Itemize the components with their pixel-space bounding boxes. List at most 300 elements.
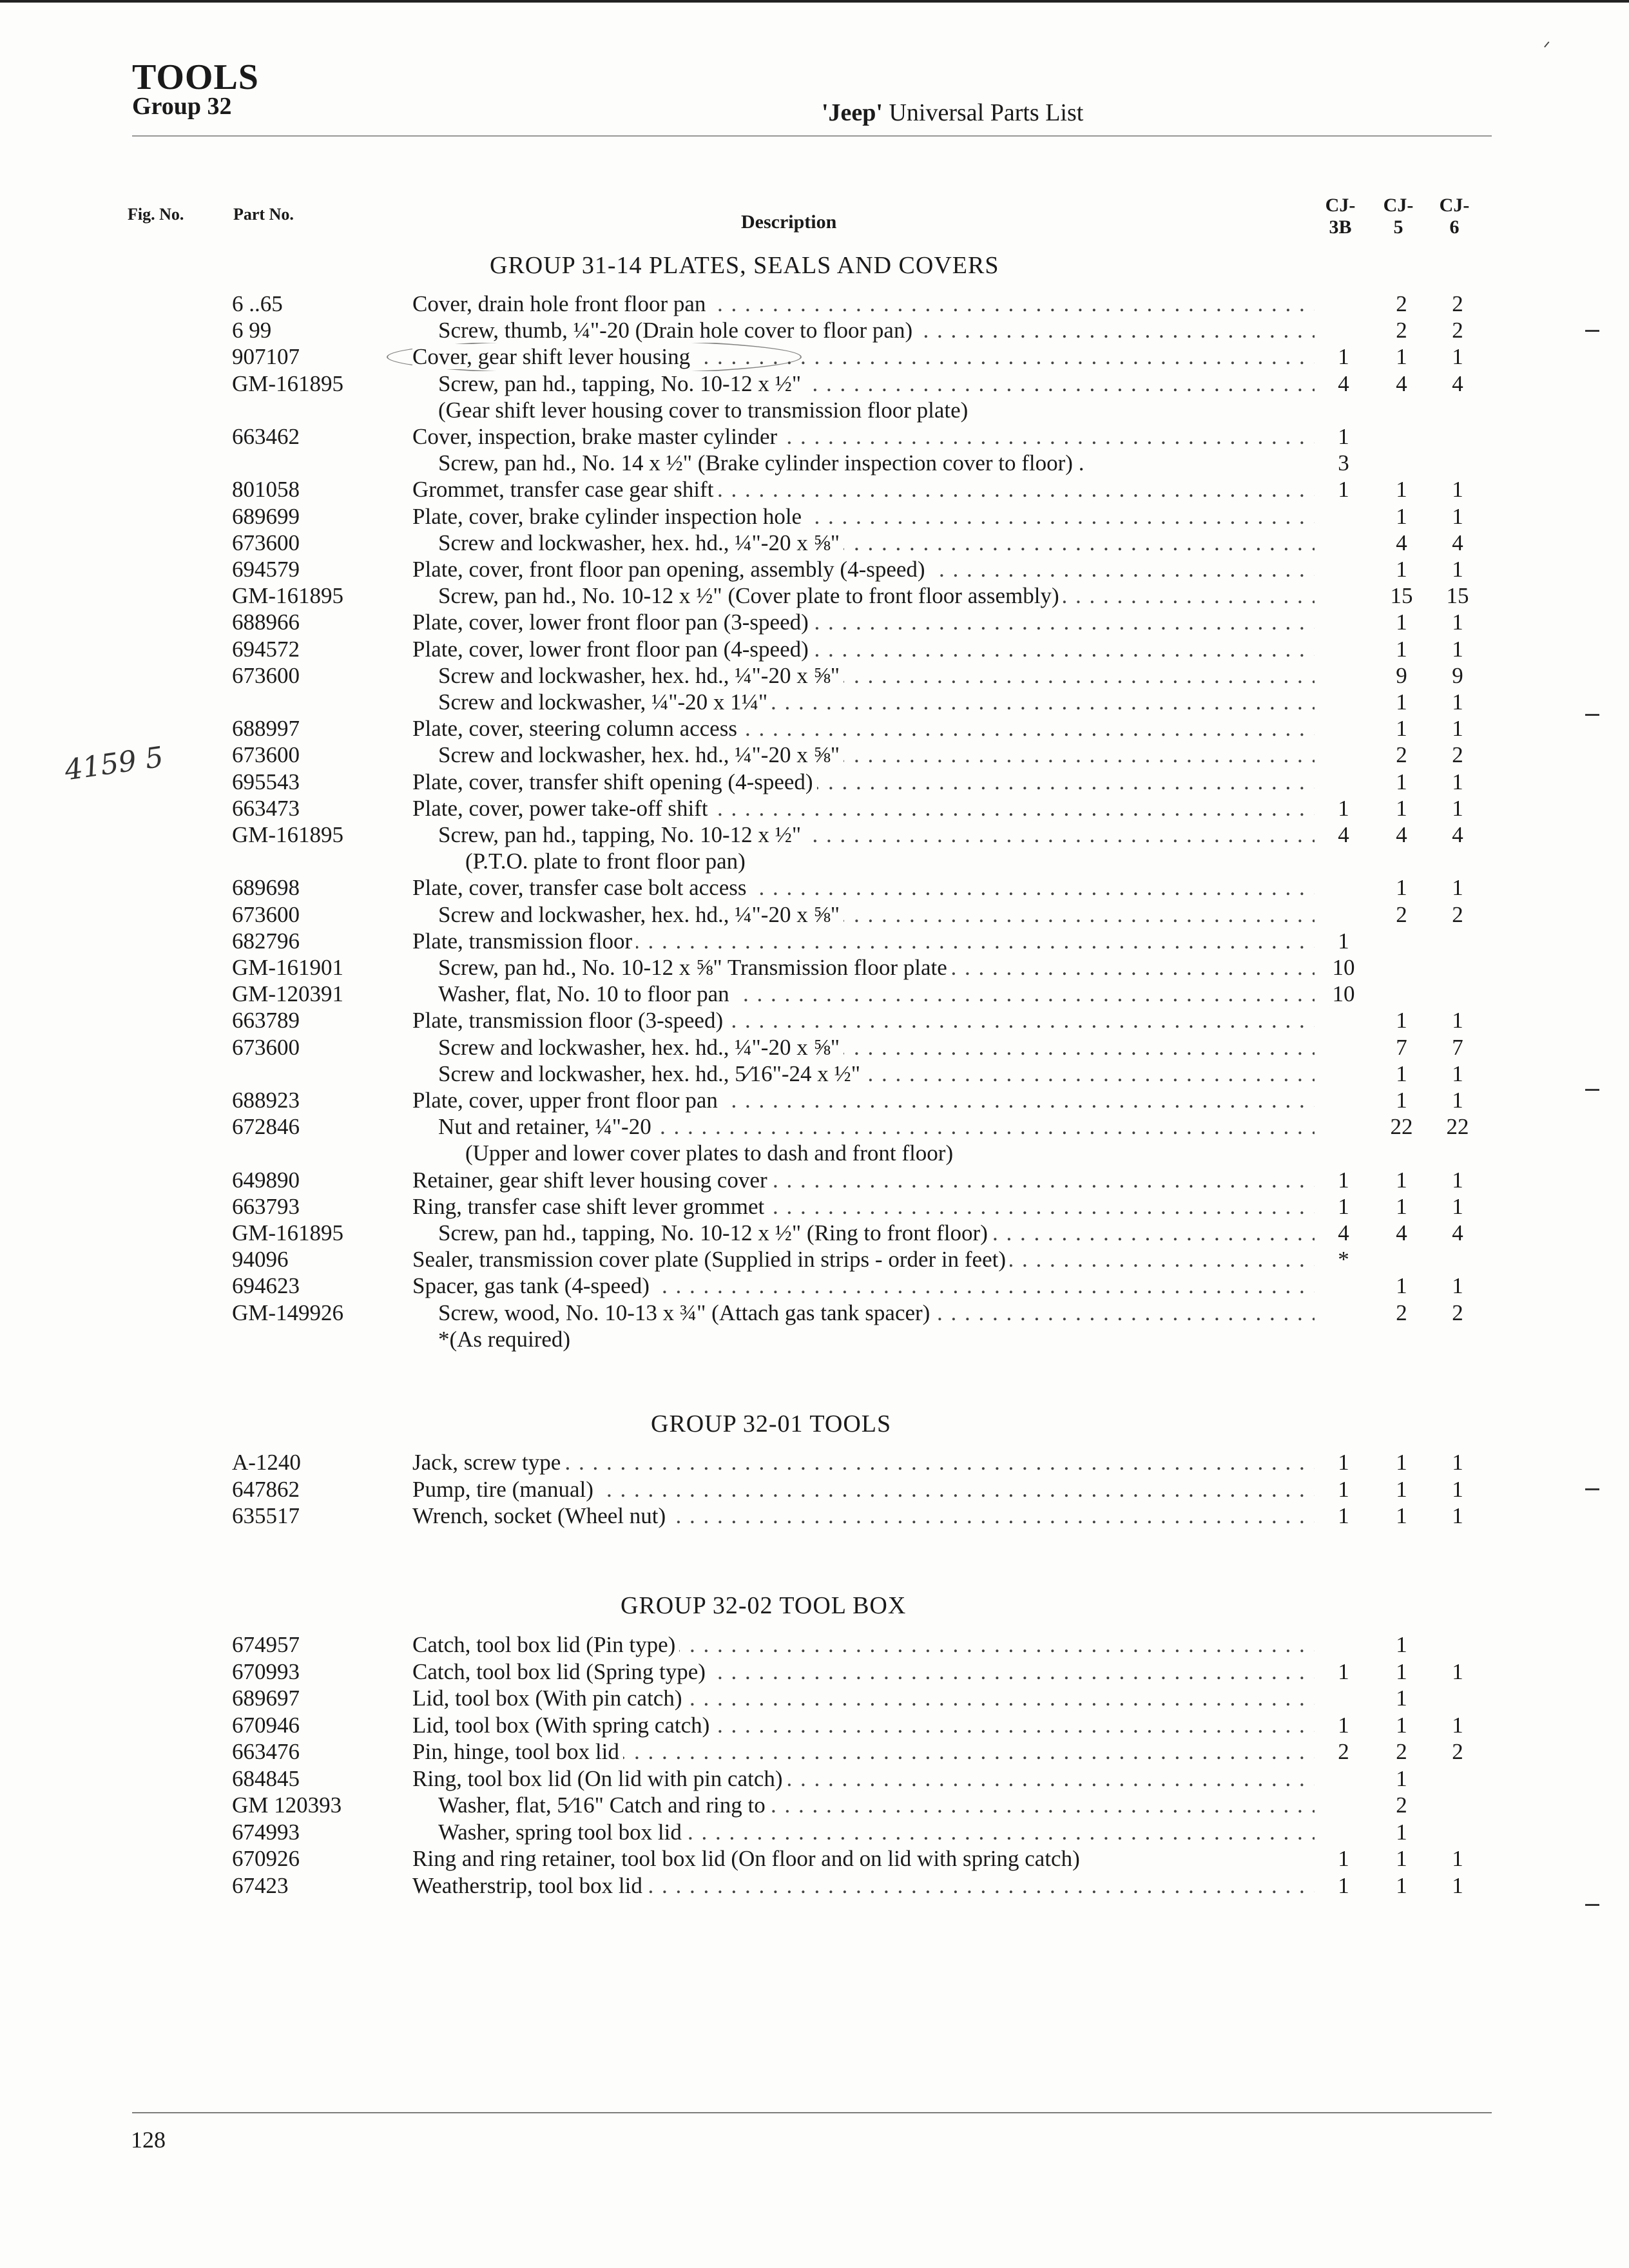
- part-description: [438, 450, 1315, 476]
- qty-cj6: 2: [1452, 318, 1463, 343]
- qty-cj6: 1: [1452, 557, 1463, 582]
- col-header-cj5: [1376, 195, 1421, 238]
- qty-cj5: 1: [1396, 716, 1407, 741]
- part-description-text: Screw, pan hd., tapping, No. 10-12 x ½": [438, 822, 805, 847]
- part-number: 688997: [232, 716, 300, 741]
- part-description-text: (Gear shift lever housing cover to transmission floor plate): [438, 398, 972, 423]
- qty-cj5: 1: [1396, 1503, 1407, 1528]
- qty-cj5: 1: [1396, 769, 1407, 794]
- qty-cj5: 4: [1396, 822, 1407, 847]
- part-description: [412, 1273, 1315, 1299]
- part-description: [438, 689, 1315, 715]
- part-description-text: Screw, pan hd., No. 10-12 x ⅝" Transmission floor plate: [438, 955, 951, 980]
- qty-cj5: 2: [1396, 742, 1407, 767]
- part-description-text: Sealer, transmission cover plate (Supplied in strips - order in feet): [412, 1247, 1010, 1272]
- part-number: 689698: [232, 875, 300, 900]
- part-number: 635517: [232, 1503, 300, 1528]
- part-number: 694623: [232, 1273, 300, 1298]
- margin-tick: [1585, 1089, 1599, 1091]
- part-number: 674993: [232, 1820, 300, 1845]
- part-number: A-1240: [232, 1450, 301, 1475]
- qty-cj6: 1: [1452, 1168, 1463, 1193]
- qty-cj6: 4: [1452, 822, 1463, 847]
- part-row: [0, 1140, 1629, 1166]
- part-description-text: Screw, thumb, ¼"-20 (Drain hole cover to floor pan): [438, 318, 916, 343]
- part-description-text: Screw and lockwasher, ¼"-20 x 1¼": [438, 689, 771, 715]
- part-row: [0, 1450, 1629, 1475]
- margin-tick: [1585, 1904, 1599, 1906]
- qty-cj5: 1: [1396, 1659, 1407, 1684]
- qty-cj3b: 1: [1338, 796, 1349, 821]
- qty-cj5: 7: [1396, 1035, 1407, 1060]
- part-description-text: Ring, tool box lid (On lid with pin catch): [412, 1766, 787, 1791]
- part-row: [0, 477, 1629, 503]
- part-description: [412, 1686, 1315, 1711]
- part-number: 6 ..65: [232, 291, 283, 316]
- part-row: [0, 1792, 1629, 1818]
- part-number: 673600: [232, 742, 300, 767]
- qty-cj5: 1: [1396, 1846, 1407, 1871]
- page-number: 128: [131, 2127, 166, 2153]
- part-description-text: Spacer, gas tank (4-speed): [412, 1273, 653, 1298]
- qty-cj6: 4: [1452, 371, 1463, 396]
- part-number: GM-161895: [232, 371, 344, 396]
- qty-cj6: 1: [1452, 689, 1463, 715]
- section-title: GROUP 32-01 TOOLS: [651, 1410, 892, 1437]
- part-description: [438, 318, 1315, 343]
- margin-mark: ᐟ: [1543, 39, 1551, 57]
- qty-cj5: 1: [1396, 1088, 1407, 1113]
- part-description: [438, 1220, 1315, 1246]
- part-description: [438, 663, 1315, 689]
- part-row: [0, 849, 1629, 874]
- part-row: [0, 822, 1629, 848]
- part-description-text: Plate, cover, power take-off shift: [412, 796, 712, 821]
- part-description-text: (P.T.O. plate to front floor pan): [465, 849, 749, 874]
- qty-cj6: 1: [1452, 1659, 1463, 1684]
- qty-cj5: 1: [1396, 1632, 1407, 1657]
- part-description: [438, 1300, 1315, 1326]
- qty-cj5: 1: [1396, 1008, 1407, 1033]
- qty-cj3b: 1: [1338, 928, 1349, 954]
- part-description: [465, 849, 1315, 874]
- part-description-text: Ring, transfer case shift lever grommet: [412, 1194, 768, 1219]
- part-number: 673600: [232, 663, 300, 688]
- part-row: [0, 1632, 1629, 1658]
- qty-cj6: 1: [1452, 1713, 1463, 1738]
- part-number: 672846: [232, 1114, 300, 1139]
- part-description: [438, 955, 1315, 981]
- part-row: [0, 902, 1629, 928]
- part-row: [0, 318, 1629, 343]
- qty-cj6: 1: [1452, 1873, 1463, 1898]
- qty-cj6: 1: [1452, 1273, 1463, 1298]
- part-description: [412, 1008, 1315, 1033]
- part-number: 6 99: [232, 318, 272, 343]
- header-rule: [132, 135, 1492, 137]
- part-row: [0, 637, 1629, 662]
- part-description-text: Screw, pan hd., No. 10-12 x ½" (Cover plate to front floor assembly): [438, 583, 1063, 608]
- section-title: GROUP 32-02 TOOL BOX: [621, 1592, 907, 1619]
- qty-cj3b: 4: [1338, 822, 1349, 847]
- cj3b-line1: CJ-: [1325, 195, 1356, 216]
- qty-cj5: 1: [1396, 1820, 1407, 1845]
- part-description-text: Nut and retainer, ¼"-20: [438, 1114, 655, 1139]
- qty-cj6: 2: [1452, 902, 1463, 927]
- part-description: [412, 1194, 1315, 1220]
- part-description: [412, 477, 1315, 503]
- handwritten-note: 4159 5: [63, 740, 166, 787]
- part-number: 673600: [232, 902, 300, 927]
- part-number: 663473: [232, 796, 300, 821]
- part-description: [438, 583, 1315, 609]
- qty-cj5: 1: [1396, 1168, 1407, 1193]
- qty-cj5: 22: [1390, 1114, 1413, 1139]
- part-row: [0, 398, 1629, 423]
- qty-cj5: 1: [1396, 1713, 1407, 1738]
- part-description-text: Plate, transmission floor (3-speed): [412, 1008, 727, 1033]
- part-row: [0, 1327, 1629, 1352]
- qty-cj5: 1: [1396, 689, 1407, 715]
- part-row: [0, 344, 1629, 370]
- part-description-text: Screw and lockwasher, hex. hd., ¼"-20 x ⅝": [438, 742, 843, 767]
- part-row: [0, 1739, 1629, 1765]
- qty-cj5: 9: [1396, 663, 1407, 688]
- part-description: [438, 902, 1315, 928]
- cj6-line2: 6: [1449, 216, 1460, 238]
- margin-tick: [1585, 1488, 1599, 1490]
- qty-cj6: 9: [1452, 663, 1463, 688]
- part-description-text: Plate, cover, brake cylinder inspection hole: [412, 504, 805, 529]
- part-row: [0, 1503, 1629, 1529]
- part-row: [0, 796, 1629, 822]
- qty-cj3b: 2: [1338, 1739, 1349, 1764]
- qty-cj6: 1: [1452, 477, 1463, 502]
- part-description: [438, 822, 1315, 848]
- part-number: GM-120391: [232, 981, 344, 1006]
- part-description-text: Retainer, gear shift lever housing cover: [412, 1168, 771, 1193]
- part-description: [438, 398, 1315, 423]
- part-description-text: Lid, tool box (With spring catch): [412, 1713, 713, 1738]
- qty-cj6: 1: [1452, 344, 1463, 369]
- qty-cj5: 4: [1396, 530, 1407, 555]
- qty-cj5: 2: [1396, 1792, 1407, 1818]
- part-description-text: Screw and lockwasher, hex. hd., ¼"-20 x ⅝": [438, 530, 843, 555]
- part-row: [0, 450, 1629, 476]
- part-description: [412, 1873, 1315, 1899]
- part-description-text: Screw and lockwasher, hex. hd., ¼"-20 x ⅝": [438, 1035, 843, 1060]
- part-description: [412, 716, 1315, 742]
- qty-cj5: 1: [1396, 477, 1407, 502]
- part-row: [0, 1873, 1629, 1899]
- part-number: 695543: [232, 769, 300, 794]
- part-description-text: Grommet, transfer case gear shift: [412, 477, 717, 502]
- qty-cj3b: 1: [1338, 424, 1349, 449]
- qty-cj5: 2: [1396, 318, 1407, 343]
- group-label: Group 32: [132, 93, 232, 120]
- part-number: GM 120393: [232, 1792, 342, 1818]
- part-number: 688966: [232, 610, 300, 635]
- part-description: [438, 371, 1315, 397]
- part-description-text: Cover, drain hole front floor pan: [412, 291, 709, 316]
- part-number: GM-161895: [232, 583, 344, 608]
- part-row: [0, 1114, 1629, 1140]
- part-description: [412, 769, 1315, 795]
- part-description-text: Pin, hinge, tool box lid: [412, 1739, 623, 1764]
- qty-cj5: 1: [1396, 1766, 1407, 1791]
- part-row: [0, 504, 1629, 530]
- qty-cj5: 4: [1396, 1220, 1407, 1245]
- part-row: [0, 716, 1629, 742]
- part-row: [0, 1686, 1629, 1711]
- qty-cj5: 1: [1396, 557, 1407, 582]
- qty-cj5: 1: [1396, 1273, 1407, 1298]
- part-description: [412, 1503, 1315, 1529]
- qty-cj3b: 1: [1338, 1503, 1349, 1528]
- qty-cj3b: 10: [1332, 955, 1355, 980]
- part-row: [0, 955, 1629, 981]
- part-description-text: Screw and lockwasher, hex. hd., 5⁄16"-24 x ½": [438, 1061, 864, 1086]
- part-description: [412, 1659, 1315, 1685]
- qty-cj5: 1: [1396, 344, 1407, 369]
- qty-cj6: 1: [1452, 1194, 1463, 1219]
- part-number: 694572: [232, 637, 300, 662]
- part-number: GM-161901: [232, 955, 344, 980]
- part-row: [0, 1846, 1629, 1872]
- qty-cj5: 4: [1396, 371, 1407, 396]
- part-number: 663476: [232, 1739, 300, 1764]
- part-row: [0, 530, 1629, 556]
- qty-cj3b: 4: [1338, 1220, 1349, 1245]
- part-row: [0, 1088, 1629, 1113]
- part-number: 670926: [232, 1846, 300, 1871]
- part-number: 670946: [232, 1713, 300, 1738]
- qty-cj5: 2: [1396, 291, 1407, 316]
- part-description: [438, 530, 1315, 556]
- qty-cj6: 1: [1452, 1008, 1463, 1033]
- part-row: [0, 371, 1629, 397]
- part-description: [438, 1792, 1315, 1818]
- part-row: [0, 1061, 1629, 1087]
- qty-cj5: 1: [1396, 875, 1407, 900]
- qty-cj6: 1: [1452, 716, 1463, 741]
- cj6-line1: CJ-: [1439, 195, 1470, 216]
- part-number: 689697: [232, 1686, 300, 1711]
- part-description-text: Washer, spring tool box lid: [438, 1820, 686, 1845]
- part-row: [0, 981, 1629, 1007]
- part-number: 684845: [232, 1766, 300, 1791]
- part-description: [412, 1713, 1315, 1738]
- qty-cj6: 2: [1452, 742, 1463, 767]
- part-row: [0, 1220, 1629, 1246]
- qty-cj3b: 1: [1338, 1194, 1349, 1219]
- part-row: [0, 1477, 1629, 1503]
- part-description: [438, 1327, 1315, 1352]
- qty-cj6: 2: [1452, 1739, 1463, 1764]
- part-description: [412, 1168, 1315, 1193]
- part-row: [0, 769, 1629, 795]
- part-description: [412, 1632, 1315, 1658]
- qty-cj6: 1: [1452, 769, 1463, 794]
- qty-cj5: 1: [1396, 1194, 1407, 1219]
- qty-cj3b: 1: [1338, 1846, 1349, 1871]
- qty-cj6: 4: [1452, 1220, 1463, 1245]
- qty-cj6: 4: [1452, 530, 1463, 555]
- part-row: [0, 928, 1629, 954]
- qty-cj5: 1: [1396, 1477, 1407, 1502]
- qty-cj3b: 10: [1332, 981, 1355, 1006]
- part-row: [0, 583, 1629, 609]
- part-number: 688923: [232, 1088, 300, 1113]
- qty-cj5: 1: [1396, 504, 1407, 529]
- part-description: [412, 637, 1315, 662]
- cj3b-line2: 3B: [1329, 216, 1352, 238]
- part-description-text: Lid, tool box (With pin catch): [412, 1686, 686, 1711]
- part-row: [0, 1820, 1629, 1845]
- qty-cj3b: 1: [1338, 1659, 1349, 1684]
- part-row: [0, 1008, 1629, 1033]
- part-description-text: Cover, gear shift lever housing: [412, 344, 694, 369]
- part-number: 67423: [232, 1873, 289, 1898]
- part-description-text: Jack, screw type: [412, 1450, 564, 1475]
- part-description-text: Washer, flat, No. 10 to floor pan: [438, 981, 733, 1006]
- part-description-text: Screw, pan hd., tapping, No. 10-12 x ½": [438, 371, 805, 396]
- qty-cj6: 1: [1452, 1088, 1463, 1113]
- part-description: [412, 796, 1315, 822]
- qty-cj5: 2: [1396, 1739, 1407, 1764]
- qty-cj3b: 1: [1338, 1168, 1349, 1193]
- part-row: [0, 1766, 1629, 1792]
- part-description: [412, 1247, 1315, 1273]
- part-row: [0, 1300, 1629, 1326]
- part-description-text: Plate, cover, transfer shift opening (4-speed): [412, 769, 817, 794]
- qty-cj6: 1: [1452, 1450, 1463, 1475]
- part-number: 694579: [232, 557, 300, 582]
- part-number: 663462: [232, 424, 300, 449]
- part-description: [412, 1477, 1315, 1503]
- part-description-text: Wrench, socket (Wheel nut): [412, 1503, 670, 1528]
- part-number: 801058: [232, 477, 300, 502]
- part-number: 674957: [232, 1632, 300, 1657]
- col-header-description: Description: [741, 211, 837, 233]
- part-row: [0, 1194, 1629, 1220]
- part-description: [412, 610, 1315, 635]
- qty-cj5: 1: [1396, 610, 1407, 635]
- part-row: [0, 557, 1629, 582]
- part-description-text: Plate, cover, upper front floor pan: [412, 1088, 722, 1113]
- qty-cj6: 1: [1452, 1846, 1463, 1871]
- part-description: [412, 344, 1315, 370]
- part-description: [412, 424, 1315, 450]
- part-description: [412, 875, 1315, 901]
- part-row: [0, 424, 1629, 450]
- qty-cj5: 1: [1396, 1450, 1407, 1475]
- qty-cj3b: 1: [1338, 1713, 1349, 1738]
- part-description: [412, 928, 1315, 954]
- qty-cj6: 22: [1446, 1114, 1469, 1139]
- top-rule: [0, 0, 1629, 3]
- part-description: [412, 1766, 1315, 1792]
- part-row: [0, 1035, 1629, 1061]
- part-number: 682796: [232, 928, 300, 954]
- qty-cj5: 2: [1396, 1300, 1407, 1325]
- part-description-text: Screw, pan hd., tapping, No. 10-12 x ½" (Ring to front floor): [438, 1220, 992, 1245]
- part-row: [0, 610, 1629, 635]
- running-title-rest: Universal Parts List: [882, 99, 1084, 126]
- part-description-text: Plate, cover, lower front floor pan (3-speed): [412, 610, 813, 635]
- part-row: [0, 1273, 1629, 1299]
- qty-cj3b: 1: [1338, 477, 1349, 502]
- margin-tick: [1585, 330, 1599, 332]
- part-description: [438, 1061, 1315, 1087]
- qty-cj6: 15: [1446, 583, 1469, 608]
- part-row: [0, 875, 1629, 901]
- part-description-text: Pump, tire (manual): [412, 1477, 597, 1502]
- qty-cj3b: 4: [1338, 371, 1349, 396]
- part-row: [0, 663, 1629, 689]
- part-description: [412, 1450, 1315, 1475]
- part-number: GM-149926: [232, 1300, 344, 1325]
- part-description-text: Washer, flat, 5⁄16" Catch and ring to: [438, 1792, 769, 1818]
- part-description: [412, 504, 1315, 530]
- qty-cj6: 1: [1452, 637, 1463, 662]
- qty-cj3b: 1: [1338, 1477, 1349, 1502]
- part-description-text: Plate, cover, front floor pan opening, assembly (4-speed): [412, 557, 929, 582]
- qty-cj6: 1: [1452, 875, 1463, 900]
- part-row: [0, 291, 1629, 317]
- part-description-text: Screw, wood, No. 10-13 x ¾" (Attach gas tank spacer): [438, 1300, 934, 1325]
- qty-cj3b: 1: [1338, 1450, 1349, 1475]
- qty-cj5: 1: [1396, 1061, 1407, 1086]
- qty-cj6: 1: [1452, 504, 1463, 529]
- qty-cj3b: *: [1338, 1247, 1349, 1272]
- footer-rule: [132, 2112, 1492, 2113]
- part-description: [438, 981, 1315, 1007]
- qty-cj5: 2: [1396, 902, 1407, 927]
- running-title: [822, 99, 1083, 127]
- part-number: 94096: [232, 1247, 289, 1272]
- part-number: GM-161895: [232, 822, 344, 847]
- part-number: 663789: [232, 1008, 300, 1033]
- part-description-text: Plate, cover, lower front floor pan (4-speed): [412, 637, 813, 662]
- qty-cj3b: 1: [1338, 344, 1349, 369]
- part-number: GM-161895: [232, 1220, 344, 1245]
- part-description-text: Plate, cover, steering column access: [412, 716, 741, 741]
- qty-cj3b: 1: [1338, 1873, 1349, 1898]
- running-title-brand: 'Jeep': [822, 99, 883, 126]
- part-description: [412, 557, 1315, 582]
- qty-cj5: 1: [1396, 796, 1407, 821]
- part-description-text: Plate, cover, transfer case bolt access: [412, 875, 751, 900]
- cj5-line2: 5: [1393, 216, 1403, 238]
- qty-cj6: 1: [1452, 796, 1463, 821]
- part-row: [0, 1247, 1629, 1273]
- qty-cj6: 7: [1452, 1035, 1463, 1060]
- part-number: 663793: [232, 1194, 300, 1219]
- part-description: [438, 1114, 1315, 1140]
- part-row: [0, 742, 1629, 768]
- part-description: [412, 291, 1315, 317]
- part-description-text: Screw and lockwasher, hex. hd., ¼"-20 x ⅝": [438, 663, 843, 688]
- part-description: [465, 1140, 1315, 1166]
- qty-cj5: 1: [1396, 637, 1407, 662]
- page-title: TOOLS: [132, 57, 259, 97]
- part-description: [438, 1035, 1315, 1061]
- qty-cj6: 1: [1452, 610, 1463, 635]
- part-description-text: *(As required): [438, 1327, 574, 1352]
- part-description: [438, 1820, 1315, 1845]
- part-number: 673600: [232, 530, 300, 555]
